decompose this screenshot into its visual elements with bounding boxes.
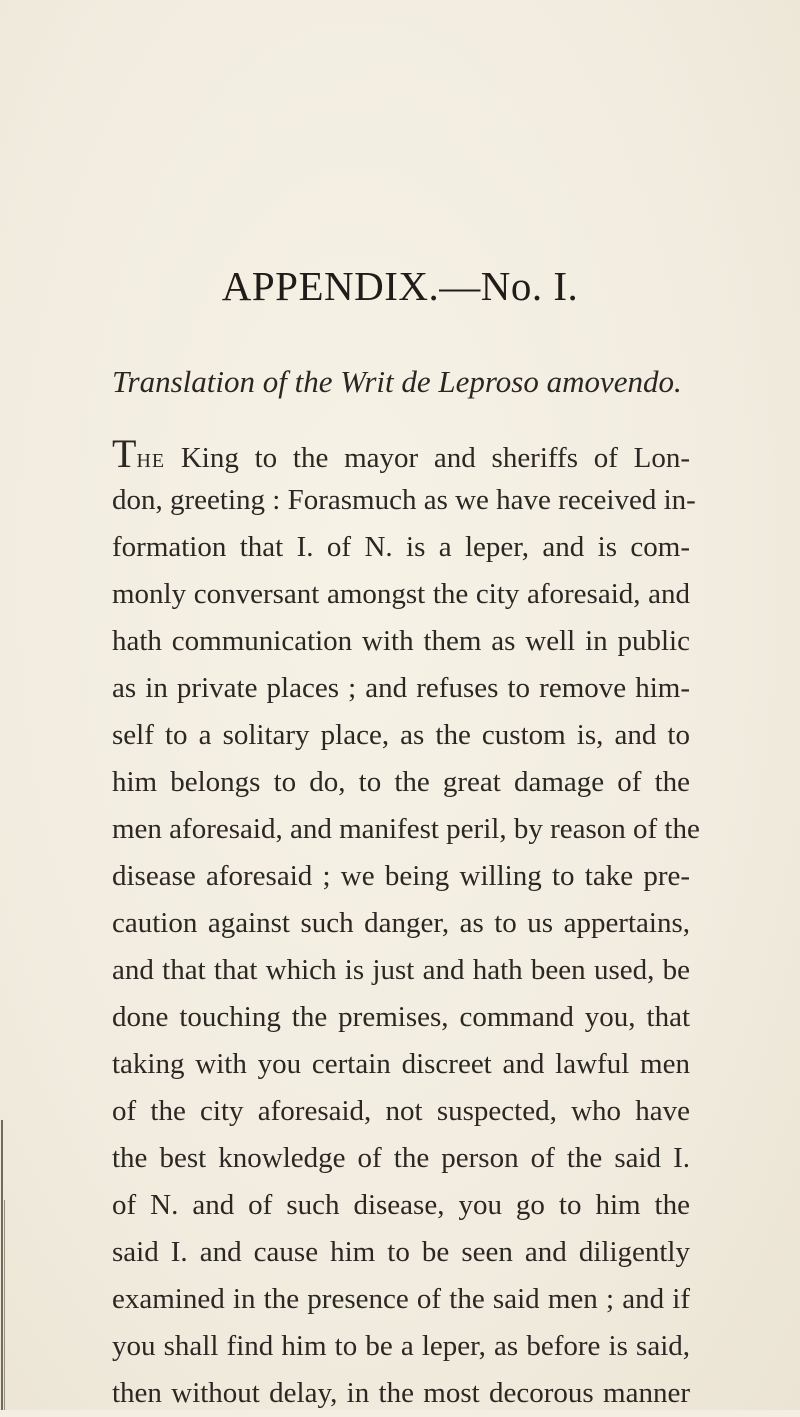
text-line: done touching the premises, command you, that: [112, 1001, 690, 1033]
text-line: examined in the presence of the said men ; and if: [112, 1283, 690, 1315]
text-line: of N. and of such disease, you go to him the: [112, 1189, 690, 1221]
text-line: disease aforesaid ; we being willing to take pre-: [112, 860, 690, 892]
text-line: the best knowledge of the person of the said I.: [112, 1142, 690, 1174]
text-line: don, greeting : Forasmuch as we have received in-: [112, 484, 696, 516]
page-edge-shadow: [1, 1120, 3, 1410]
appendix-heading: APPENDIX.—No. I.: [221, 263, 579, 309]
text-line: him belongs to do, to the great damage of the: [112, 766, 690, 798]
text-line: said I. and cause him to be seen and diligently: [112, 1236, 690, 1268]
text-line: self to a solitary place, as the custom is, and to: [112, 719, 690, 751]
text-line: hath communication with them as well in public: [112, 625, 690, 657]
text-line: of the city aforesaid, not suspected, who have: [112, 1095, 690, 1127]
writ-title: Translation of the Writ de Leproso amovendo.: [112, 364, 682, 399]
text-line: as in private places ; and refuses to remove him-: [112, 672, 690, 704]
text-line: you shall find him to be a leper, as before is said,: [112, 1330, 690, 1362]
text-line: and that that which is just and hath been used, be: [112, 954, 690, 986]
text-line: formation that I. of N. is a leper, and is com-: [112, 531, 690, 563]
text-line-1: [112, 430, 690, 477]
text-line: monly conversant amongst the city aforesaid, and: [112, 578, 690, 610]
first-line-rest: King to the mayor and sheriffs of Lon-: [165, 442, 690, 474]
text-line: caution against such danger, as to us appertains,: [112, 907, 690, 939]
page-edge-shadow-inner: [4, 1200, 5, 1410]
text-line: taking with you certain discreet and lawful men: [112, 1048, 690, 1080]
text-line: men aforesaid, and manifest peril, by reason of the: [112, 813, 700, 845]
initial-letter: T: [112, 431, 137, 476]
text-line: then without delay, in the most decorous manner: [112, 1377, 690, 1409]
first-word-rest: he: [136, 442, 166, 474]
body-text: [112, 430, 700, 1417]
